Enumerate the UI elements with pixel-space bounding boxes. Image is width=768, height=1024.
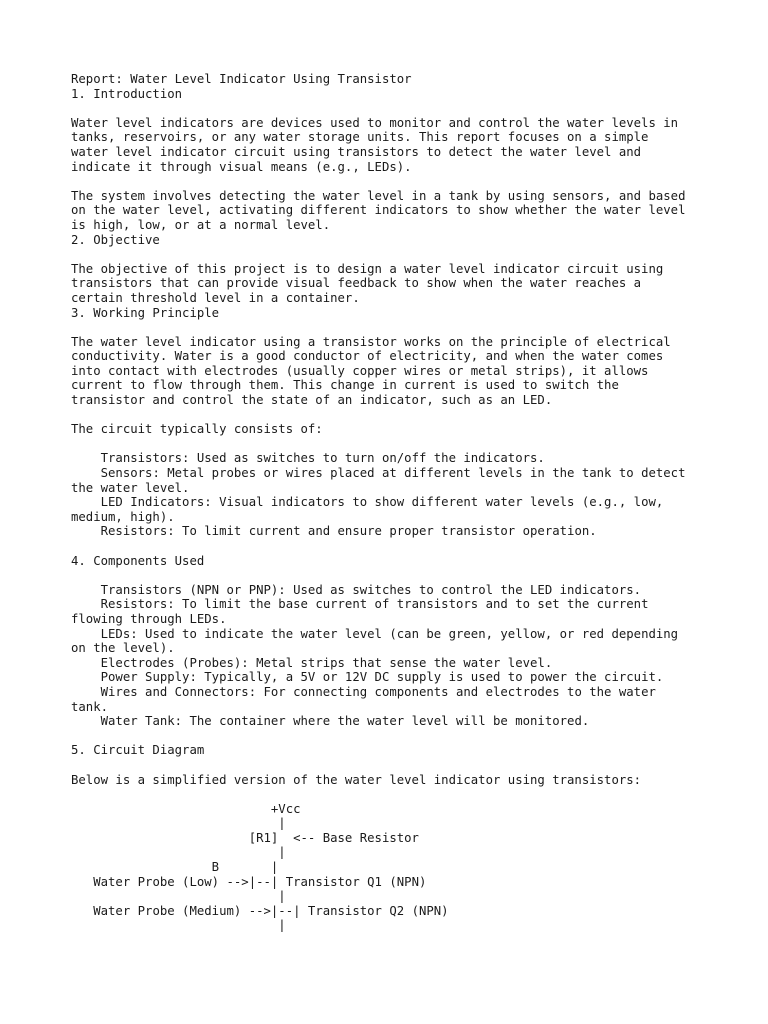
- ascii-diagram-line: |: [71, 918, 286, 933]
- list-item-line: LED Indicators: Visual indicators to show different water levels (e.g., low,: [71, 495, 664, 510]
- paragraph-line: Below is a simplified version of the water level indicator using transistors:: [71, 772, 642, 787]
- list-item-line: Electrodes (Probes): Metal strips that sense the water level.: [71, 655, 553, 670]
- paragraph-line: transistor and control the state of an indicator, such as an LED.: [71, 393, 553, 408]
- list-item-line: medium, high).: [71, 509, 175, 524]
- blank-line: [71, 539, 731, 554]
- blank-line: [71, 787, 731, 802]
- list-item-line: flowing through LEDs.: [71, 611, 227, 626]
- paragraph-line: certain threshold level in a container.: [71, 290, 360, 305]
- paragraph-line: tanks, reservoirs, or any water storage units. This report focuses on a simple: [71, 130, 649, 145]
- list-item-line: Sensors: Metal probes or wires placed at different levels in the tank to detect: [71, 466, 686, 481]
- ascii-diagram-line: |: [71, 889, 286, 904]
- blank-line: [71, 437, 731, 452]
- paragraph-line: transistors that can provide visual feedback to show when the water reaches a: [71, 276, 642, 291]
- list-item-line: Wires and Connectors: For connecting components and electrodes to the water: [71, 684, 656, 699]
- ascii-diagram-line: Water Probe (Medium) -->|--| Transistor Q2 (NPN): [71, 903, 449, 918]
- section-heading-introduction: 1. Introduction: [71, 86, 183, 101]
- paragraph-line: The water level indicator using a transistor works on the principle of electrical: [71, 334, 671, 349]
- list-item-line: Water Tank: The container where the water level will be monitored.: [71, 714, 590, 729]
- list-item-line: tank.: [71, 699, 109, 714]
- list-item-line: Resistors: To limit current and ensure proper transistor operation.: [71, 524, 597, 539]
- section-heading-circuit-diagram: 5. Circuit Diagram: [71, 743, 205, 758]
- list-item-line: on the level).: [71, 641, 175, 656]
- paragraph-line: The system involves detecting the water level in a tank by using sensors, and based: [71, 188, 686, 203]
- ascii-diagram-line: Water Probe (Low) -->|--| Transistor Q1 (NPN): [71, 874, 427, 889]
- section-heading-working-principle: 3. Working Principle: [71, 305, 220, 320]
- document-page: [71, 72, 731, 933]
- paragraph-line: is high, low, or at a normal level.: [71, 217, 331, 232]
- ascii-diagram-line: |: [71, 816, 286, 831]
- list-item-line: Resistors: To limit the base current of transistors and to set the current: [71, 597, 649, 612]
- blank-line: [71, 729, 731, 744]
- list-item-line: Transistors (NPN or PNP): Used as switches to control the LED indicators.: [71, 582, 642, 597]
- paragraph-line: conductivity. Water is a good conductor of electricity, and when the water comes: [71, 349, 664, 364]
- paragraph-line: indicate it through visual means (e.g., LEDs).: [71, 159, 412, 174]
- blank-line: [71, 758, 731, 773]
- paragraph-line: The circuit typically consists of:: [71, 422, 323, 437]
- blank-line: [71, 174, 731, 189]
- blank-line: [71, 568, 731, 583]
- list-item-line: Power Supply: Typically, a 5V or 12V DC supply is used to power the circuit.: [71, 670, 664, 685]
- paragraph-line: Water level indicators are devices used to monitor and control the water levels in: [71, 115, 679, 130]
- paragraph-line: into contact with electrodes (usually copper wires or metal strips), it allows: [71, 363, 649, 378]
- report-title: Report: Water Level Indicator Using Transistor: [71, 72, 412, 86]
- paragraph-line: water level indicator circuit using transistors to detect the water level and: [71, 144, 642, 159]
- ascii-diagram-line: |: [71, 845, 286, 860]
- blank-line: [71, 320, 731, 335]
- list-item-line: the water level.: [71, 480, 190, 495]
- paragraph-line: current to flow through them. This change in current is used to switch the: [71, 378, 619, 393]
- paragraph-line: on the water level, activating different indicators to show whether the water level: [71, 203, 686, 218]
- blank-line: [71, 101, 731, 116]
- blank-line: [71, 408, 731, 423]
- paragraph-line: The objective of this project is to design a water level indicator circuit using: [71, 261, 664, 276]
- ascii-diagram-line: [R1] <-- Base Resistor: [71, 830, 419, 845]
- blank-line: [71, 247, 731, 262]
- section-heading-components: 4. Components Used: [71, 553, 205, 568]
- ascii-diagram-line: +Vcc: [71, 801, 301, 816]
- section-heading-objective: 2. Objective: [71, 232, 160, 247]
- ascii-diagram-line: B |: [71, 860, 279, 875]
- list-item-line: LEDs: Used to indicate the water level (can be green, yellow, or red depending: [71, 626, 679, 641]
- list-item-line: Transistors: Used as switches to turn on/off the indicators.: [71, 451, 545, 466]
